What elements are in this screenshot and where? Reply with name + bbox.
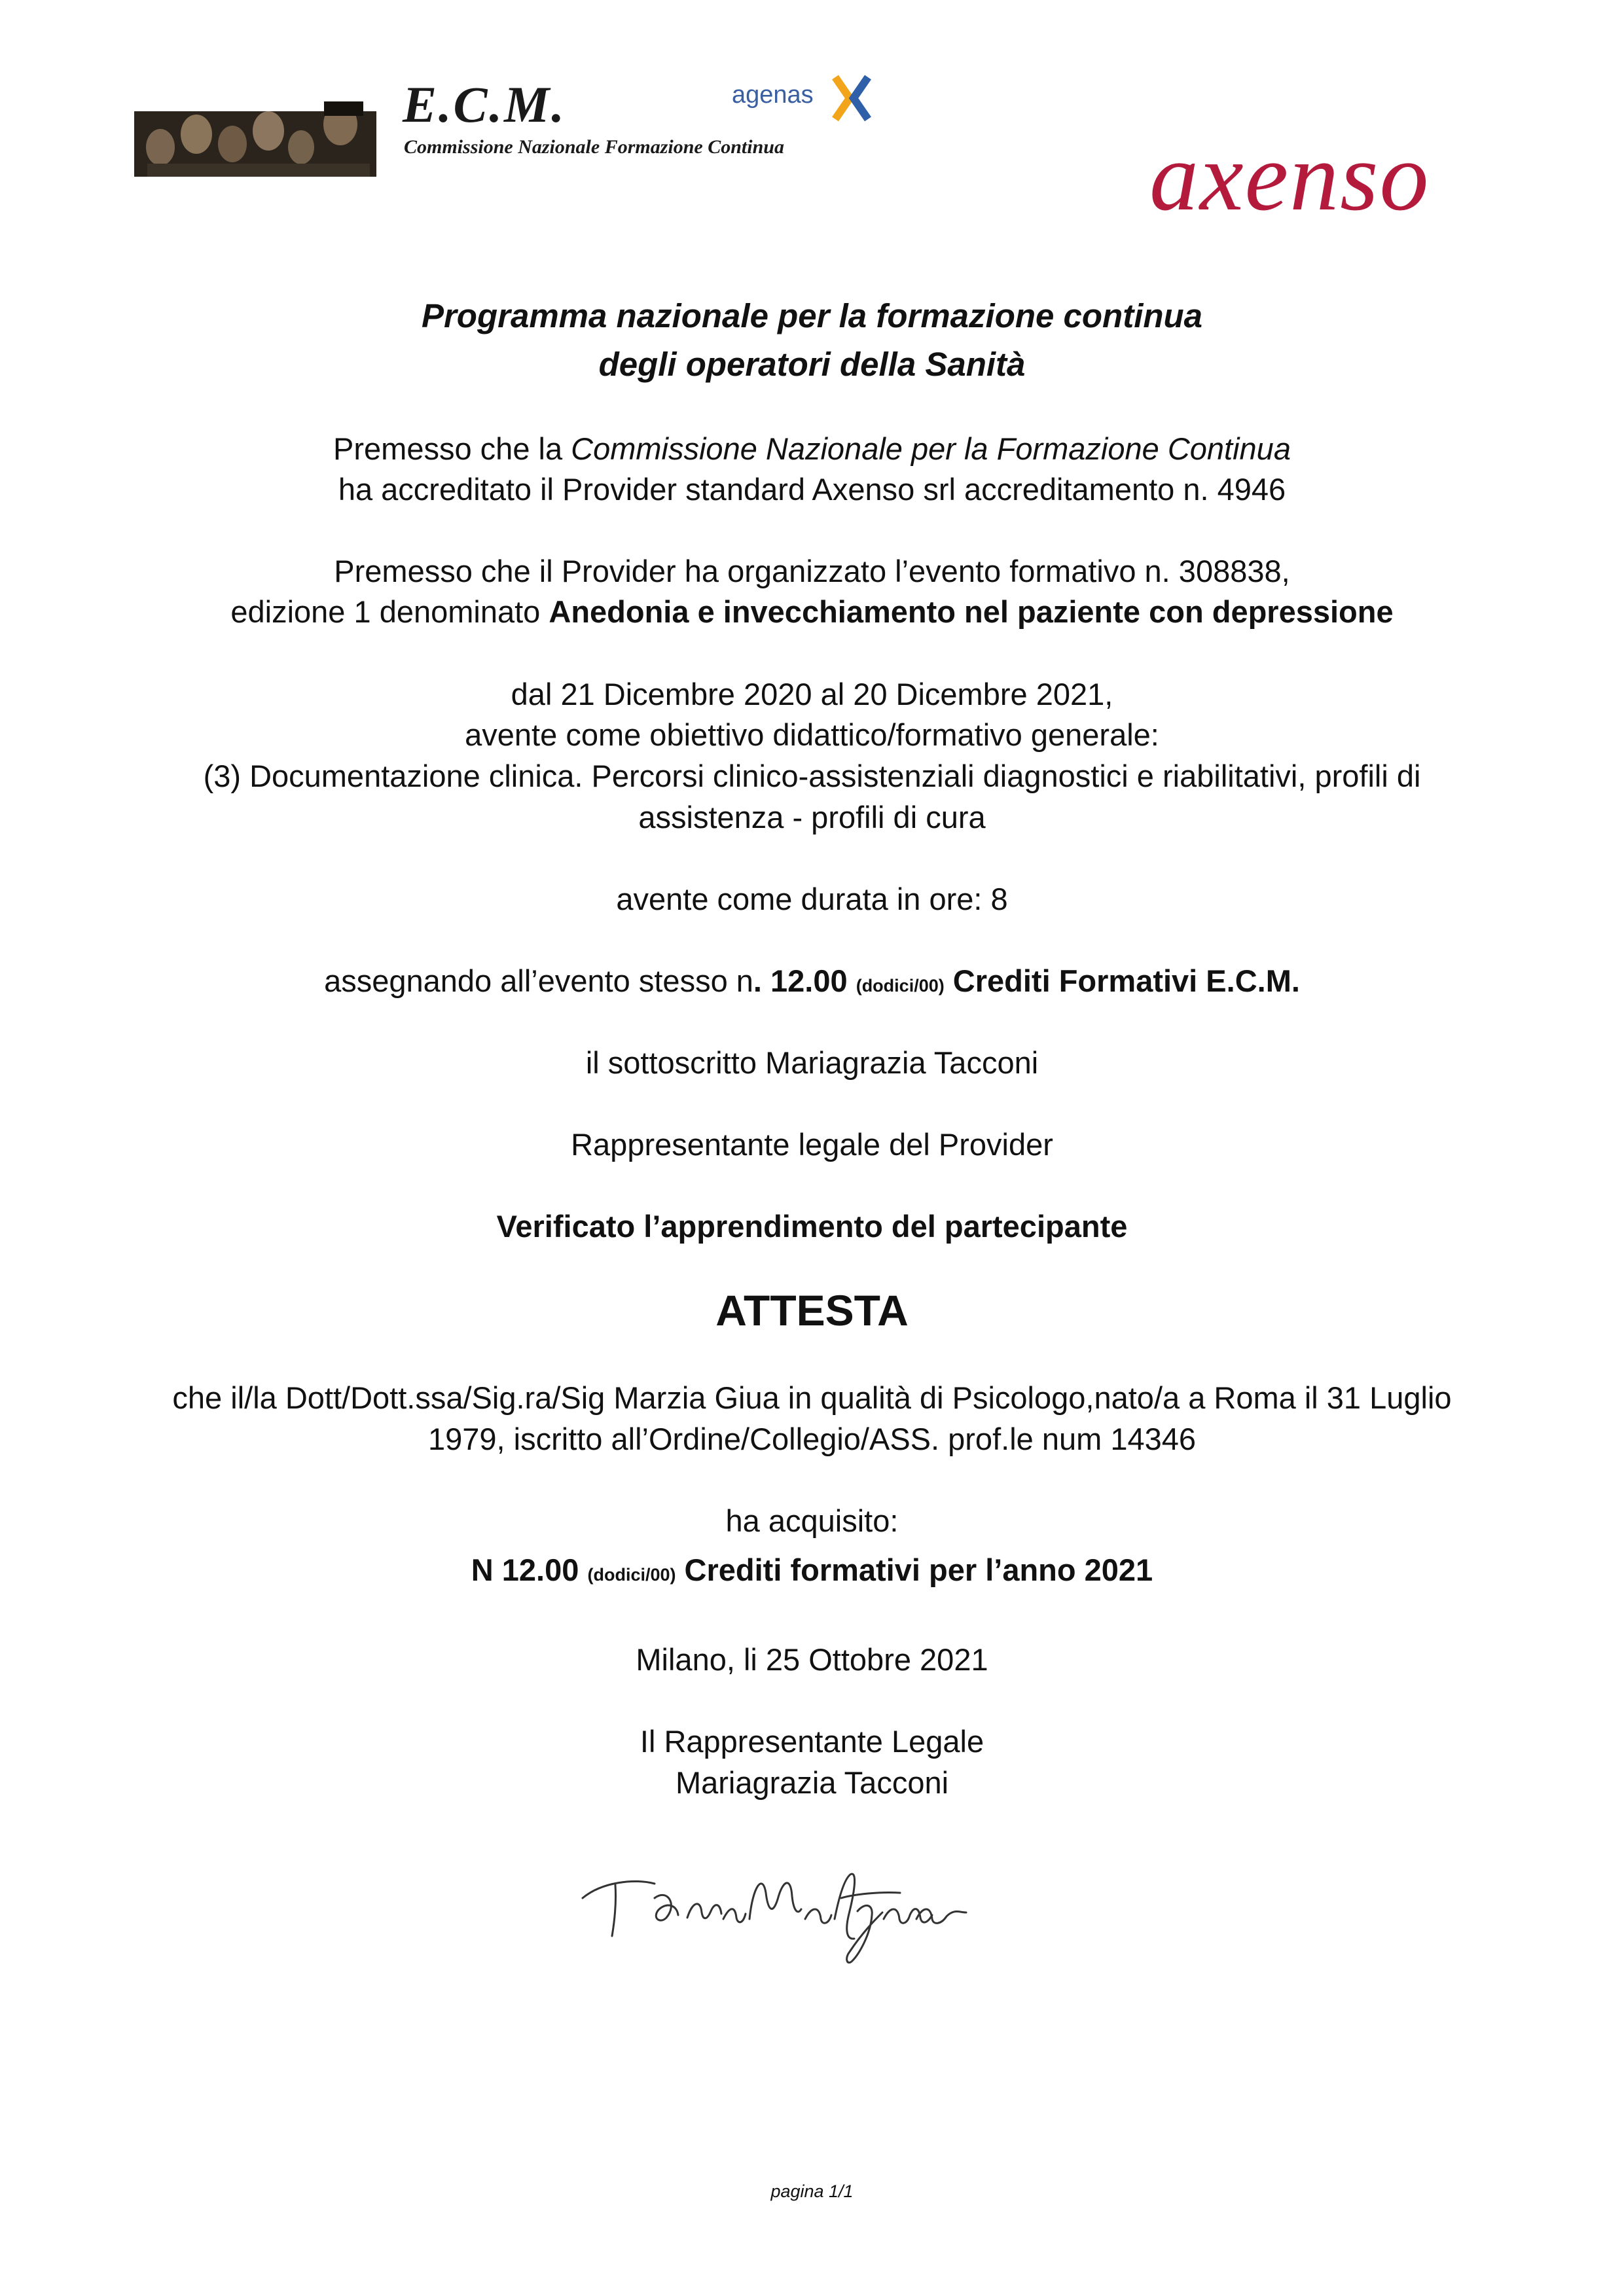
period-line3: (3) Documentazione clinica. Percorsi clinico-assistenziali diagnostici e riabilitativi, profili di — [203, 759, 1421, 793]
acquired-value: N 12.00 — [471, 1552, 579, 1587]
ecm-painting-image — [134, 72, 376, 177]
acquired-label: ha acquisito: — [725, 1503, 899, 1538]
axenso-logo — [1146, 134, 1519, 252]
commission-name: Commissione Nazionale per la Formazione Continua — [571, 431, 1291, 466]
agenas-mark-icon — [830, 75, 882, 122]
signature-image — [576, 1859, 995, 1964]
event-title: Anedonia e invecchiamento nel paziente con depressione — [549, 594, 1394, 629]
heading-line1: Programma nazionale per la formazione continua — [421, 297, 1203, 334]
page-footer: pagina 1/1 — [770, 2181, 854, 2201]
credits-assigned-suffix: Crediti Formativi E.C.M. — [952, 963, 1300, 998]
svg-text:axenso: axenso — [1149, 134, 1430, 231]
period-line4: assistenza - profili di cura — [638, 800, 986, 834]
credits-assigned-line — [0, 961, 1624, 1006]
agenas-logo — [732, 72, 882, 124]
attesta-heading: ATTESTA — [715, 1286, 909, 1335]
legal-rep-name: Mariagrazia Tacconi — [675, 1765, 949, 1800]
participant-line2: 1979, iscritto all’Ordine/Collegio/ASS. prof.le num 14346 — [427, 1422, 1197, 1456]
premise1-line2: ha accreditato il Provider standard Axenso srl accreditamento n. 4946 — [338, 472, 1286, 507]
heading-line2: degli operatori della Sanità — [598, 346, 1026, 383]
place-date: Milano, li 25 Ottobre 2021 — [636, 1642, 988, 1677]
credits-assigned-value: . 12.00 — [753, 963, 848, 998]
axenso-logo-mark — [1146, 134, 1519, 252]
premise1-prefix: Premesso che la — [333, 431, 571, 466]
agenas-text: agenas — [732, 81, 814, 109]
participant-line1: che il/la Dott/Dott.ssa/Sig.ra/Sig Marzia Giua in qualità di Psicologo,nato/a a Roma il 31 Luglio — [172, 1380, 1452, 1415]
credits-assigned-words: (dodici/00) — [856, 976, 945, 996]
handwritten-signature — [576, 1859, 995, 1964]
credits-assigned-prefix: assegnando all’evento stesso n — [324, 963, 753, 998]
acquired-suffix: Crediti formativi per l’anno 2021 — [684, 1552, 1153, 1587]
acquired-credits-line — [0, 1550, 1624, 1595]
role-line: Rappresentante legale del Provider — [571, 1127, 1053, 1162]
period-line1: dal 21 Dicembre 2020 al 20 Dicembre 2021, — [511, 677, 1113, 711]
signer-line: il sottoscritto Mariagrazia Tacconi — [585, 1045, 1039, 1080]
verified-line: Verificato l’apprendimento del partecipante — [496, 1209, 1128, 1244]
premise2-line2 — [0, 592, 1624, 632]
ecm-logo — [134, 72, 789, 177]
premise2-line1: Premesso che il Provider ha organizzato l’evento formativo n. 308838, — [334, 554, 1290, 588]
period-line2: avente come obiettivo didattico/formativo generale: — [465, 717, 1159, 752]
premise2-prefix: edizione 1 denominato — [230, 594, 549, 629]
acquired-words: (dodici/00) — [587, 1565, 676, 1585]
ecm-title: E.C.M. — [403, 76, 566, 133]
premise1-line1 — [0, 429, 1624, 469]
ecm-subtitle: Commissione Nazionale Formazione Continua — [404, 136, 784, 158]
duration-line: avente come durata in ore: 8 — [616, 882, 1008, 916]
legal-rep-title: Il Rappresentante Legale — [640, 1724, 984, 1759]
